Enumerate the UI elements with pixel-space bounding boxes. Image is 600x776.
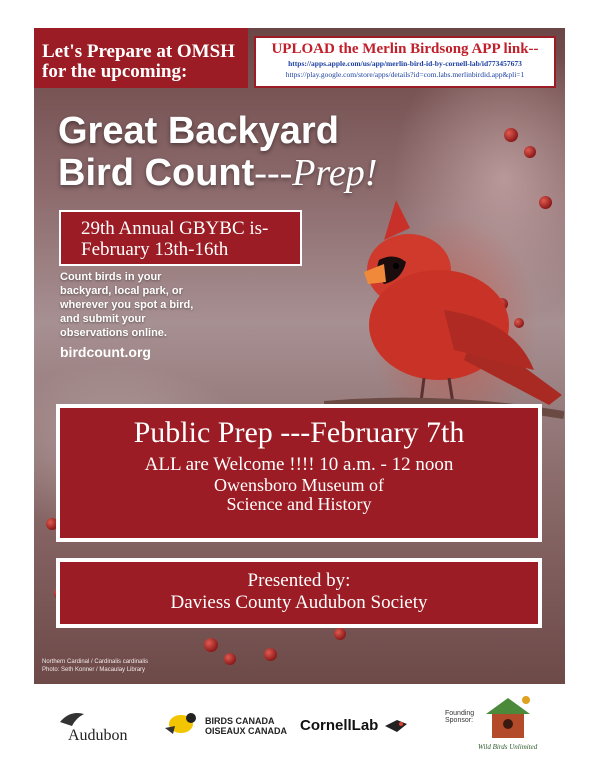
yellow-bird-icon (165, 708, 199, 738)
count-blurb: Count birds in your backyard, local park, or wherever you spot a bird, and submit your observations online. (60, 271, 194, 339)
presenter-name: Daviess County Audubon Society (170, 592, 428, 613)
headline (58, 110, 377, 194)
top-banner-line1: Let's Prepare at OMSH (42, 41, 235, 62)
berry-decoration (524, 146, 536, 158)
photo-credit-line1: Northern Cardinal / Cardinalis cardinalis (42, 659, 149, 665)
app-link-title: UPLOAD the Merlin Birdsong APP link-- (271, 41, 539, 57)
headline-prep: ---Prep! (254, 152, 378, 194)
website-text: birdcount.org (60, 344, 151, 360)
birds-canada-line2: OISEAUX CANADA (205, 726, 288, 736)
founding-sponsor (445, 710, 474, 724)
berry-decoration (334, 628, 346, 640)
poster (34, 28, 565, 684)
berry-decoration (264, 648, 277, 661)
presenter-label: Presented by: (247, 570, 351, 591)
audubon-logo (58, 708, 128, 745)
date-line1: 29th Annual GBYBC is- (81, 218, 269, 239)
berry-decoration (224, 653, 236, 665)
sponsor-logos (0, 686, 600, 776)
app-link-box (254, 36, 556, 88)
event-title: Public Prep ---February 7th (133, 416, 465, 449)
presenter-box (56, 558, 542, 628)
founding-label-1: Founding (445, 710, 475, 717)
berry-decoration (204, 638, 218, 652)
top-banner (34, 28, 248, 88)
photo-credit (42, 658, 148, 674)
cornell-lab-text: CornellLab (300, 717, 379, 735)
headline-line1: Great Backyard (58, 110, 339, 152)
event-place-line1: Owensboro Museum of (214, 475, 384, 495)
headline-line2: Bird Count (58, 152, 255, 194)
top-banner-line2: for the upcoming: (42, 61, 188, 82)
date-box (59, 210, 302, 266)
birds-canada-line1: BIRDS CANADA (205, 716, 275, 726)
event-welcome: ALL are Welcome !!!! 10 a.m. - 12 noon (144, 454, 454, 475)
birds-canada-logo (165, 708, 287, 736)
cardinal-illustration (324, 200, 564, 420)
founding-label-2: Sponsor: (445, 717, 474, 724)
audubon-bird-icon (58, 708, 88, 728)
google-play-link[interactable]: https://play.google.com/store/apps/details?id=com.labs.merlinbirdid.app&pli=1 (285, 70, 525, 79)
wild-birds-unlimited-logo (478, 692, 548, 751)
wbu-logo-text: Wild Birds Unlimited (478, 743, 538, 751)
cornell-lab-logo (300, 716, 409, 736)
event-place-line2: Science and History (226, 494, 372, 514)
event-box (56, 404, 542, 542)
photo-credit-line2: Photo: Seth Konner / Macaulay Library (42, 667, 146, 673)
audubon-logo-text: Audubon (68, 727, 128, 744)
apple-app-link[interactable]: https://apps.apple.com/us/app/merlin-bird-id-by-cornell-lab/id773457673 (288, 59, 522, 68)
berry-decoration (504, 128, 518, 142)
date-line2: February 13th-16th (81, 239, 229, 260)
cornell-bird-icon (383, 716, 409, 736)
birdhouse-icon (478, 692, 538, 740)
